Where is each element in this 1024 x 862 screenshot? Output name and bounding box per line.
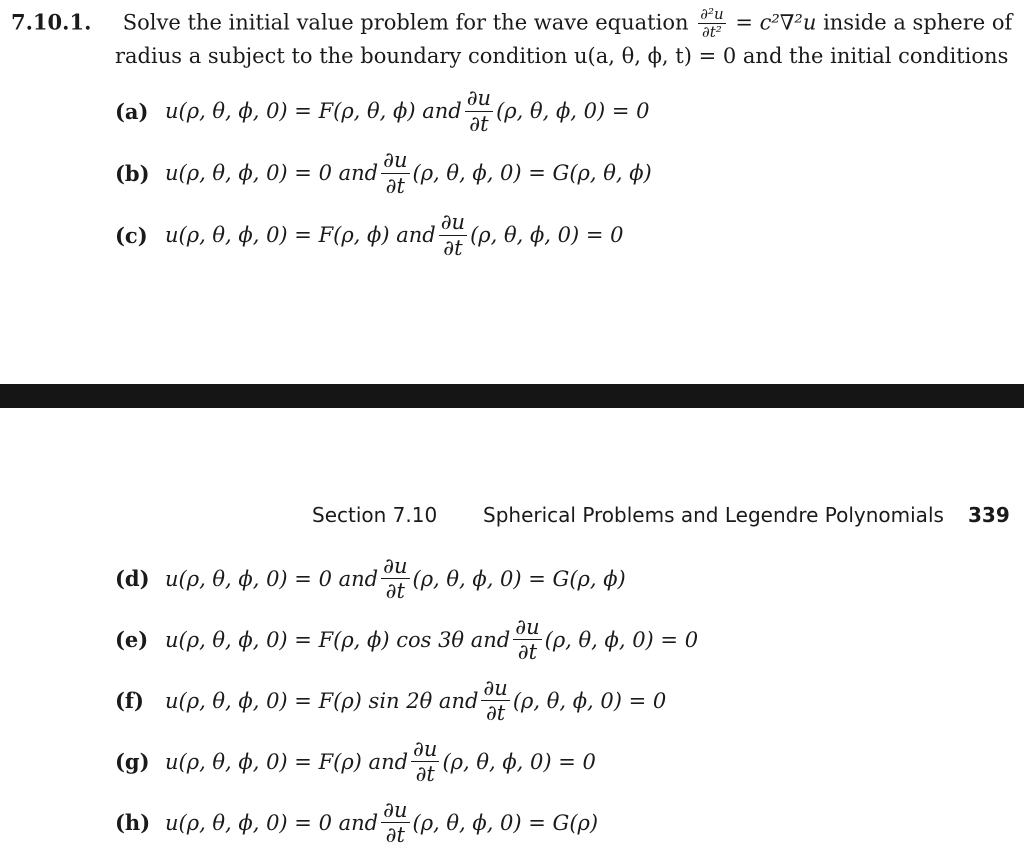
derivative-fraction xyxy=(381,798,409,847)
list-item xyxy=(115,548,698,609)
item-condition-ut: (ρ, θ, ϕ, 0) = 0 xyxy=(442,749,596,774)
items-top xyxy=(115,80,652,266)
list-item xyxy=(115,792,698,853)
item-label: (h) xyxy=(115,810,151,835)
item-condition-ut: (ρ, θ, ϕ, 0) = 0 xyxy=(470,223,624,247)
derivative-denominator: ∂t xyxy=(443,235,463,260)
item-condition-ut: (ρ, θ, ϕ, 0) = G(ρ, ϕ) xyxy=(412,566,626,591)
list-item xyxy=(115,670,698,731)
list-item xyxy=(115,204,652,266)
list-item xyxy=(115,731,698,792)
section-title: Spherical Problems and Legendre Polynomials xyxy=(483,503,944,527)
item-label: (f) xyxy=(115,688,144,713)
item-label: (b) xyxy=(115,160,150,186)
pde-rhs: = c²∇²u xyxy=(735,10,817,35)
derivative-fraction xyxy=(411,737,439,786)
item-condition-ut: (ρ, θ, ϕ, 0) = 0 xyxy=(496,99,650,123)
problem-statement-line2: radius a subject to the boundary condition u(a, θ, ϕ, t) = 0 and the initial conditions xyxy=(115,44,1009,68)
derivative-fraction xyxy=(439,210,467,259)
pde-denominator: ∂t² xyxy=(702,23,722,42)
derivative-denominator: ∂t xyxy=(469,111,489,136)
item-condition-u: u(ρ, θ, ϕ, 0) = F(ρ, ϕ) cos 3θ and xyxy=(165,627,511,652)
item-label: (d) xyxy=(115,566,150,591)
derivative-fraction xyxy=(465,86,493,135)
problem-statement-line1 xyxy=(11,6,1012,42)
item-condition-u: u(ρ, θ, ϕ, 0) = F(ρ, ϕ) and xyxy=(165,223,436,247)
intro-tail: inside a sphere of xyxy=(823,10,1013,35)
item-label: (g) xyxy=(115,749,150,774)
derivative-denominator: ∂t xyxy=(485,701,506,725)
derivative-denominator: ∂t xyxy=(385,173,405,198)
derivative-fraction xyxy=(481,676,509,725)
derivative-numerator: ∂u xyxy=(483,675,508,700)
derivative-denominator: ∂t xyxy=(385,579,405,603)
item-label: (a) xyxy=(115,98,149,124)
derivative-numerator: ∂u xyxy=(440,210,466,235)
items-bottom xyxy=(115,548,698,853)
derivative-fraction xyxy=(381,554,409,603)
derivative-denominator: ∂t xyxy=(385,823,405,847)
item-label: (e) xyxy=(115,627,149,652)
item-label: (c) xyxy=(115,222,148,248)
problem-number: 7.10.1. xyxy=(11,9,92,35)
item-condition-u: u(ρ, θ, ϕ, 0) = 0 and xyxy=(165,161,379,185)
derivative-numerator: ∂u xyxy=(383,797,408,822)
derivative-denominator: ∂t xyxy=(415,762,435,786)
intro-text: Solve the initial value problem for the wave equation xyxy=(122,10,689,35)
item-condition-ut: (ρ, θ, ϕ, 0) = 0 xyxy=(512,688,667,713)
item-condition-ut: (ρ, θ, ϕ, 0) = G(ρ, θ, ϕ) xyxy=(412,161,652,185)
item-condition-ut: (ρ, θ, ϕ, 0) = 0 xyxy=(544,627,699,652)
section-label: Section 7.10 xyxy=(312,503,438,527)
derivative-numerator: ∂u xyxy=(466,86,492,111)
pde-fraction xyxy=(698,6,725,42)
derivative-numerator: ∂u xyxy=(413,736,438,761)
derivative-denominator: ∂t xyxy=(517,640,538,664)
derivative-fraction xyxy=(381,148,409,197)
page-divider xyxy=(0,384,1024,408)
item-condition-u: u(ρ, θ, ϕ, 0) = F(ρ, θ, ϕ) and xyxy=(165,99,462,123)
list-item xyxy=(115,609,698,670)
derivative-numerator: ∂u xyxy=(383,148,408,173)
pde-numerator: ∂²u xyxy=(700,5,724,23)
item-condition-u: u(ρ, θ, ϕ, 0) = 0 and xyxy=(165,810,379,835)
item-condition-u: u(ρ, θ, ϕ, 0) = 0 and xyxy=(165,566,379,591)
item-condition-u: u(ρ, θ, ϕ, 0) = F(ρ) and xyxy=(165,749,409,774)
item-condition-u: u(ρ, θ, ϕ, 0) = F(ρ) sin 2θ and xyxy=(165,688,479,713)
derivative-fraction xyxy=(513,615,541,664)
list-item xyxy=(115,80,652,142)
derivative-numerator: ∂u xyxy=(515,614,540,639)
list-item xyxy=(115,142,652,204)
item-condition-ut: (ρ, θ, ϕ, 0) = G(ρ) xyxy=(412,810,599,835)
derivative-numerator: ∂u xyxy=(383,553,408,578)
page-number: 339 xyxy=(968,503,1010,527)
